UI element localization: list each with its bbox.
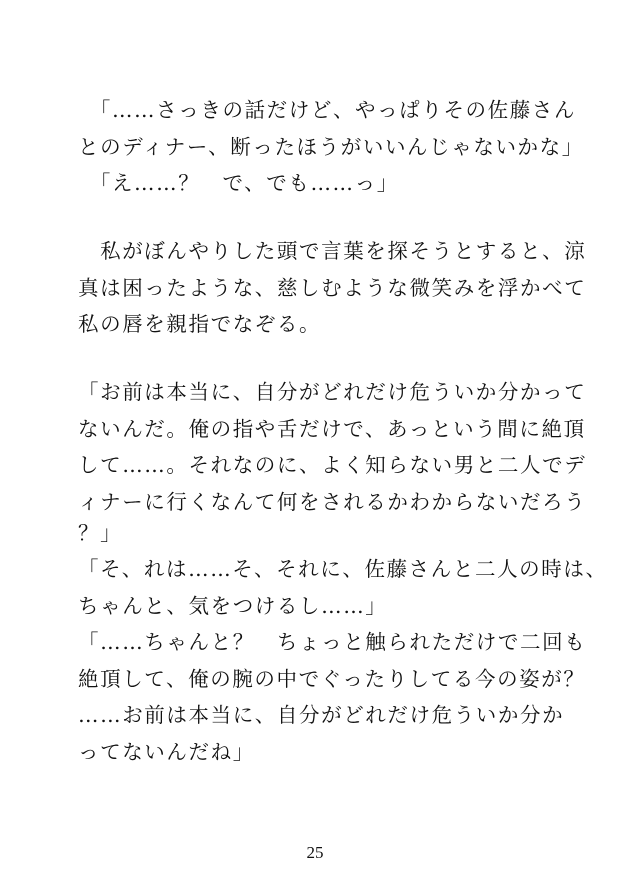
text-line: 私の唇を親指でなぞる。 xyxy=(78,312,322,336)
text-line: ちゃんと、気をつけるし……」 xyxy=(78,594,388,618)
text-line: ？」 xyxy=(78,521,123,545)
text-line: ってないんだね」 xyxy=(78,740,255,764)
text-line: ィナーに行くなんて何をされるかわからないだろう xyxy=(78,490,587,514)
text-line: 「お前は本当に、自分がどれだけ危ういか分かって xyxy=(78,380,587,404)
text-line: 「え……？ で、でも……っ」 xyxy=(78,171,399,195)
text-line: とのディナー、断ったほうがいいんじゃないかな」 xyxy=(78,135,584,159)
text-line: 絶頂して、俺の腕の中でぐったりしてる今の姿が？ xyxy=(78,667,586,691)
text-line: 私がぼんやりした頭で言葉を探そうとすると、涼 xyxy=(78,239,587,263)
text-line: 「……ちゃんと？ ちょっと触られただけで二回も xyxy=(78,630,587,654)
text-line: して……。それなのに、よく知らない男と二人でデ xyxy=(78,453,587,477)
text-line: 「そ、れは……そ、それに、佐藤さんと二人の時は、 xyxy=(78,557,608,581)
text-line: 真は困ったような、慈しむような微笑みを浮かべて xyxy=(78,276,587,300)
text-line: 「……さっきの話だけど、やっぱりその佐藤さん xyxy=(78,98,577,122)
text-line: ……お前は本当に、自分がどれだけ危ういか分か xyxy=(78,703,565,727)
page-number: 25 xyxy=(306,843,324,862)
text-line: ないんだ。俺の指や舌だけで、あっという間に絶頂 xyxy=(78,417,586,441)
